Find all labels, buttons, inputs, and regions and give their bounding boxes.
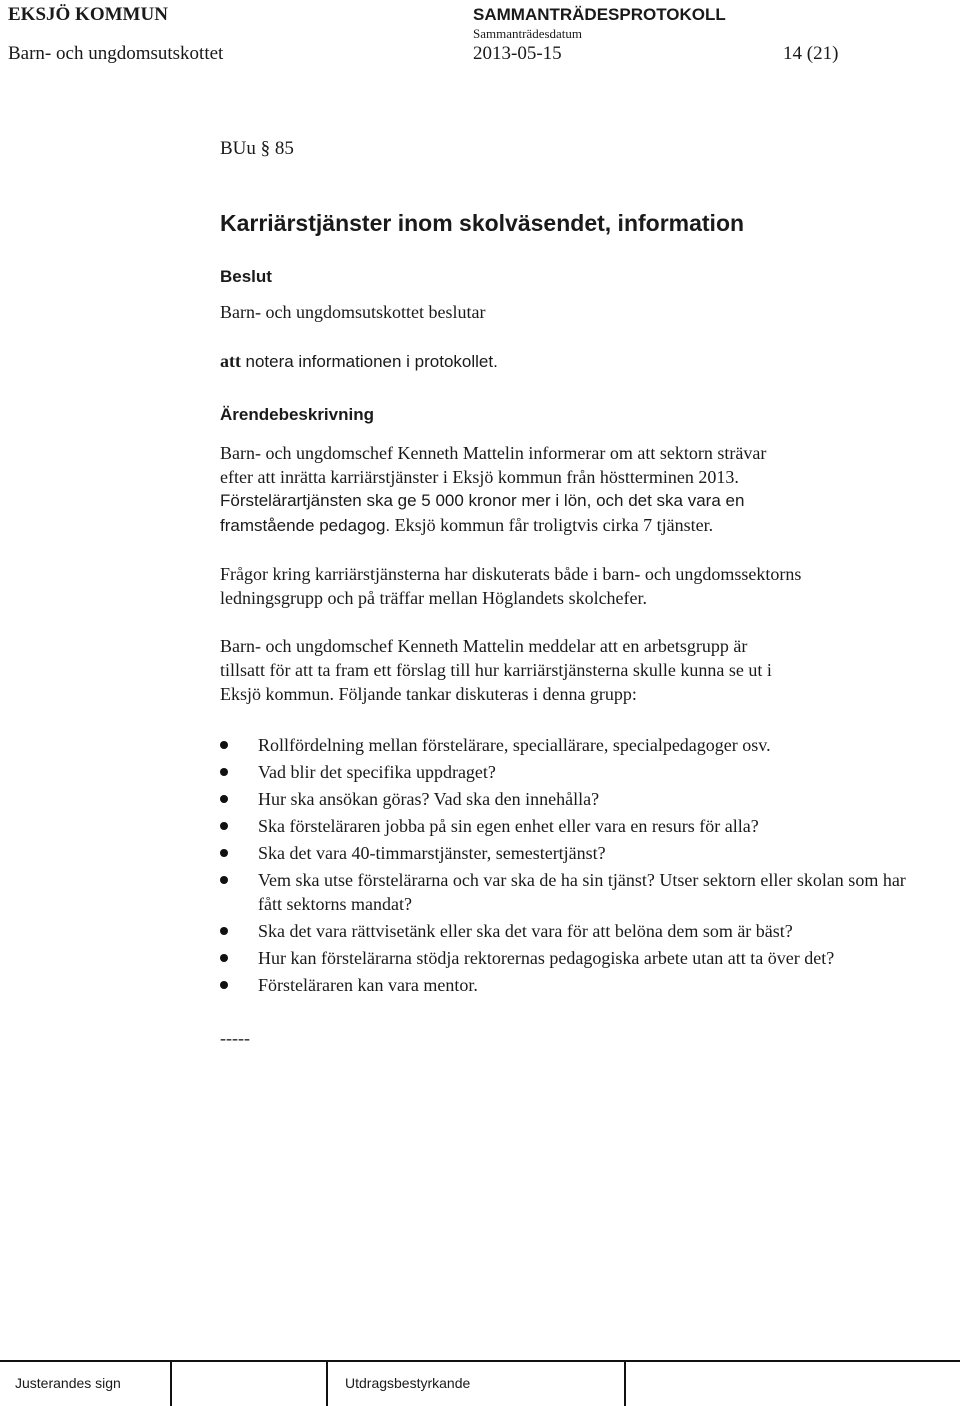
list-item-text: Hur kan förstelärarna stödja rektorernas pedagogiska arbete utan att ta över det? (258, 948, 835, 968)
paragraph-line: Förstelärartjänsten ska ge 5 000 kronor mer i lön, och det ska vara en (220, 491, 745, 510)
att-keyword: att (220, 351, 241, 371)
list-item-text: Hur ska ansökan göras? Vad ska den innehålla? (258, 789, 600, 809)
bullet-icon (220, 822, 228, 830)
list-item (220, 841, 920, 865)
footer-divider (326, 1362, 328, 1406)
paragraph-line: efter att inrätta karriärstjänster i Eksjö kommun från höstterminen 2013. (220, 467, 739, 487)
list-item-text: Ska det vara 40-timmarstjänster, semestertjänst? (258, 843, 606, 863)
decision-body: notera informationen i protokollet. (245, 352, 498, 371)
section-ref-number: 85 (274, 138, 294, 159)
decision-intro: Barn- och ungdomsutskottet beslutar (220, 302, 486, 322)
bullet-icon (220, 741, 228, 749)
decision-heading: Beslut (220, 267, 272, 286)
section-reference (220, 138, 294, 160)
list-item-text: Vad blir det specifika uppdraget? (258, 762, 496, 782)
list-item-text: Ska det vara rättvisetänk eller ska det vara för att belöna dem som är bäst? (258, 921, 793, 941)
list-item (220, 787, 920, 811)
bullet-icon (220, 795, 228, 803)
paragraph-line-mixed (220, 513, 920, 538)
paragraph-symbol: § (260, 138, 271, 159)
footer-divider (624, 1362, 626, 1406)
date-label: Sammanträdesdatum (473, 26, 583, 41)
bullet-icon (220, 954, 228, 962)
meeting-date: 2013-05-15 (473, 43, 562, 64)
paragraph-line: Eksjö kommun. Följande tankar diskuteras i denna grupp: (220, 684, 637, 704)
list-item (220, 973, 920, 997)
discussion-points-list (220, 733, 920, 1000)
decision-text (220, 349, 498, 374)
paragraph-line: ledningsgrupp och på träffar mellan Höglandets skolchefer. (220, 588, 648, 608)
sign-label: Justerandes sign (15, 1375, 121, 1391)
list-item (220, 919, 920, 943)
paragraph-segment: Eksjö kommun får troligtvis cirka 7 tjänster. (390, 515, 714, 535)
paragraph-line: tillsatt för att ta fram ett förslag till hur karriärstjänsterna skulle kunna se ut i (220, 660, 772, 680)
committee-name: Barn- och ungdomsutskottet (8, 43, 224, 64)
paragraph-segment: framstående pedagog. (220, 516, 391, 535)
extract-certification-label: Utdragsbestyrkande (345, 1375, 471, 1391)
list-item (220, 814, 920, 838)
paragraph-line: Frågor kring karriärstjänsterna har diskuterats både i barn- och ungdomssektorns (220, 564, 802, 584)
list-item-text: Ska försteläraren jobba på sin egen enhet eller vara en resurs för alla? (258, 816, 759, 836)
list-item (220, 733, 920, 757)
case-paragraph-1 (220, 441, 920, 538)
signature-footer (0, 1360, 960, 1406)
case-paragraph-2 (220, 562, 920, 610)
list-item (220, 868, 920, 916)
org-name: EKSJÖ KOMMUN (8, 4, 168, 25)
list-item-text: Försteläraren kan vara mentor. (258, 975, 478, 995)
bullet-icon (220, 927, 228, 935)
page-title: Karriärstjänster inom skolväsendet, information (220, 210, 745, 236)
bullet-icon (220, 849, 228, 857)
paragraph-line: Barn- och ungdomschef Kenneth Mattelin informerar om att sektorn strävar (220, 443, 767, 463)
page-number: 14 (21) (783, 43, 839, 64)
bullet-icon (220, 768, 228, 776)
end-marker: ----- (220, 1028, 250, 1048)
paragraph-line: Barn- och ungdomschef Kenneth Mattelin meddelar att en arbetsgrupp är (220, 636, 748, 656)
list-item-text: Vem ska utse förstelärarna och var ska de ha sin tjänst? Utser sektorn eller skolan som har fått sektorns mandat? (258, 870, 906, 914)
document-type: SAMMANTRÄDESPROTOKOLL (473, 5, 726, 24)
case-heading: Ärendebeskrivning (220, 405, 374, 424)
list-item-text: Rollfördelning mellan förstelärare, speciallärare, specialpedagoger osv. (258, 735, 771, 755)
bullet-icon (220, 876, 228, 884)
bullet-icon (220, 981, 228, 989)
footer-divider (170, 1362, 172, 1406)
section-ref-prefix: BUu (220, 138, 256, 159)
case-paragraph-3 (220, 634, 920, 706)
list-item (220, 760, 920, 784)
list-item (220, 946, 920, 970)
